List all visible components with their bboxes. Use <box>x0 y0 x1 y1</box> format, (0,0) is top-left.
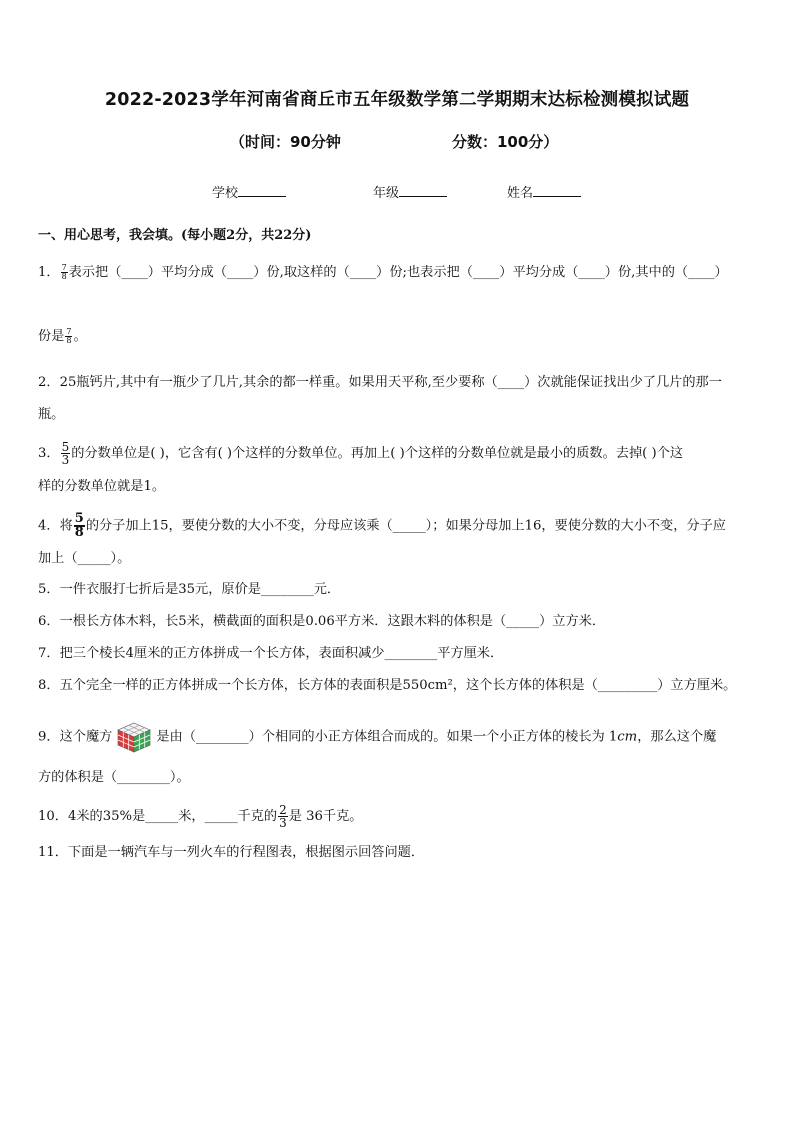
q3-text: 的分数单位是( )，它含有( )个这样的分数单位。再加上( )个这样的分数单位就是最小的质数。去掉( )个这 <box>71 446 684 461</box>
question-9-cont: 方的体积是（________）。 <box>38 770 190 785</box>
fraction-7-8 <box>61 264 68 281</box>
question-1 <box>38 263 728 283</box>
name-label: 姓名 <box>507 186 534 201</box>
numerator: 2 <box>279 803 287 817</box>
school-label: 学校 <box>212 186 239 201</box>
q9-text-1: 9．这个魔方 <box>38 729 113 745</box>
question-4-cont: 加上（_____）。 <box>38 551 131 566</box>
section-heading: 一、用心思考，我会填。(每小题2分，共22分) <box>38 228 312 243</box>
name-blank <box>533 184 581 197</box>
exam-time: （时间：90分钟 <box>230 133 341 151</box>
question-5: 5．一件衣服打七折后是35元，原价是________元． <box>38 582 341 597</box>
question-6: 6．一根长方体木料，长5米，横截面的面积是0.06平方米．这跟木料的体积是（_____）立方米． <box>38 614 606 629</box>
q3-number: 3． <box>38 446 60 461</box>
denominator: 8 <box>66 336 72 345</box>
q10-text-1: 10．4米的35%是_____米，_____千克的 <box>38 809 278 824</box>
q1-text: 表示把（____）平均分成（____）份,取这样的（____）份;也表示把（____）平均分成（____）份,其中的（____） <box>68 265 728 280</box>
denominator: 8 <box>61 272 67 281</box>
page-title: 2022-2023学年河南省商丘市五年级数学第二学期期末达标检测模拟试题 <box>104 90 690 110</box>
question-7: 7．把三个棱长4厘米的正方体拼成一个长方体，表面积减少________平方厘米． <box>38 646 504 661</box>
question-10 <box>38 804 362 829</box>
rubiks-cube-icon <box>116 721 152 753</box>
numerator: 7 <box>61 263 67 272</box>
denominator: 3 <box>61 453 70 467</box>
denominator: 3 <box>279 816 287 830</box>
q9-unit: cm <box>617 729 638 745</box>
q1-text-2: 份是 <box>38 329 65 344</box>
exam-score: 分数：100分） <box>452 133 559 151</box>
question-1-cont: 份是 $\frac{7}{8}$ 。 <box>38 327 87 345</box>
name-field <box>507 182 581 201</box>
school-field <box>212 182 286 201</box>
question-11: 11．下面是一辆汽车与一列火车的行程图表，根据图示回答问题． <box>38 845 425 860</box>
question-4 <box>38 513 726 539</box>
q1-number: 1． <box>38 265 60 280</box>
grade-label: 年级 <box>373 186 400 201</box>
q4-text: 的分子加上15，要使分数的大小不变，分母应该乘（_____）；如果分母加上16，要使分数的大小不变，分子应 <box>85 518 726 534</box>
grade-field <box>373 182 447 201</box>
question-9 <box>38 721 716 753</box>
q9-text-2: 是由（________）个相同的小正方体组合而成的。如果一个小正方体的棱长为 1 <box>156 729 618 745</box>
question-2-cont: 瓶。 <box>38 407 65 422</box>
fraction-5-3 <box>61 441 71 466</box>
fraction-2-3 <box>278 804 288 829</box>
fraction-5-8 <box>74 513 85 539</box>
school-blank <box>238 184 286 197</box>
numerator: 7 <box>66 327 72 336</box>
q4-number: 4．将 <box>38 518 73 534</box>
grade-blank <box>399 184 447 197</box>
denominator: 8 <box>74 525 84 540</box>
question-2: 2．25瓶钙片,其中有一瓶少了几片,其余的都一样重。如果用天平称,至少要称（____）次就能保证找出少了几片的那一 <box>38 375 722 390</box>
numerator: 5 <box>74 511 84 526</box>
question-8: 8．五个完全一样的正方体拼成一个长方体，长方体的表面积是550cm²，这个长方体的体积是（_________）立方厘米。 <box>38 678 737 693</box>
numerator: 5 <box>61 440 70 454</box>
q9-text-3: ，那么这个魔 <box>637 729 717 745</box>
q10-text-2: 是 36千克。 <box>288 809 363 824</box>
question-3 <box>38 441 683 466</box>
fraction-7-8 <box>65 328 72 345</box>
question-3-cont: 样的分数单位就是1。 <box>38 479 166 494</box>
